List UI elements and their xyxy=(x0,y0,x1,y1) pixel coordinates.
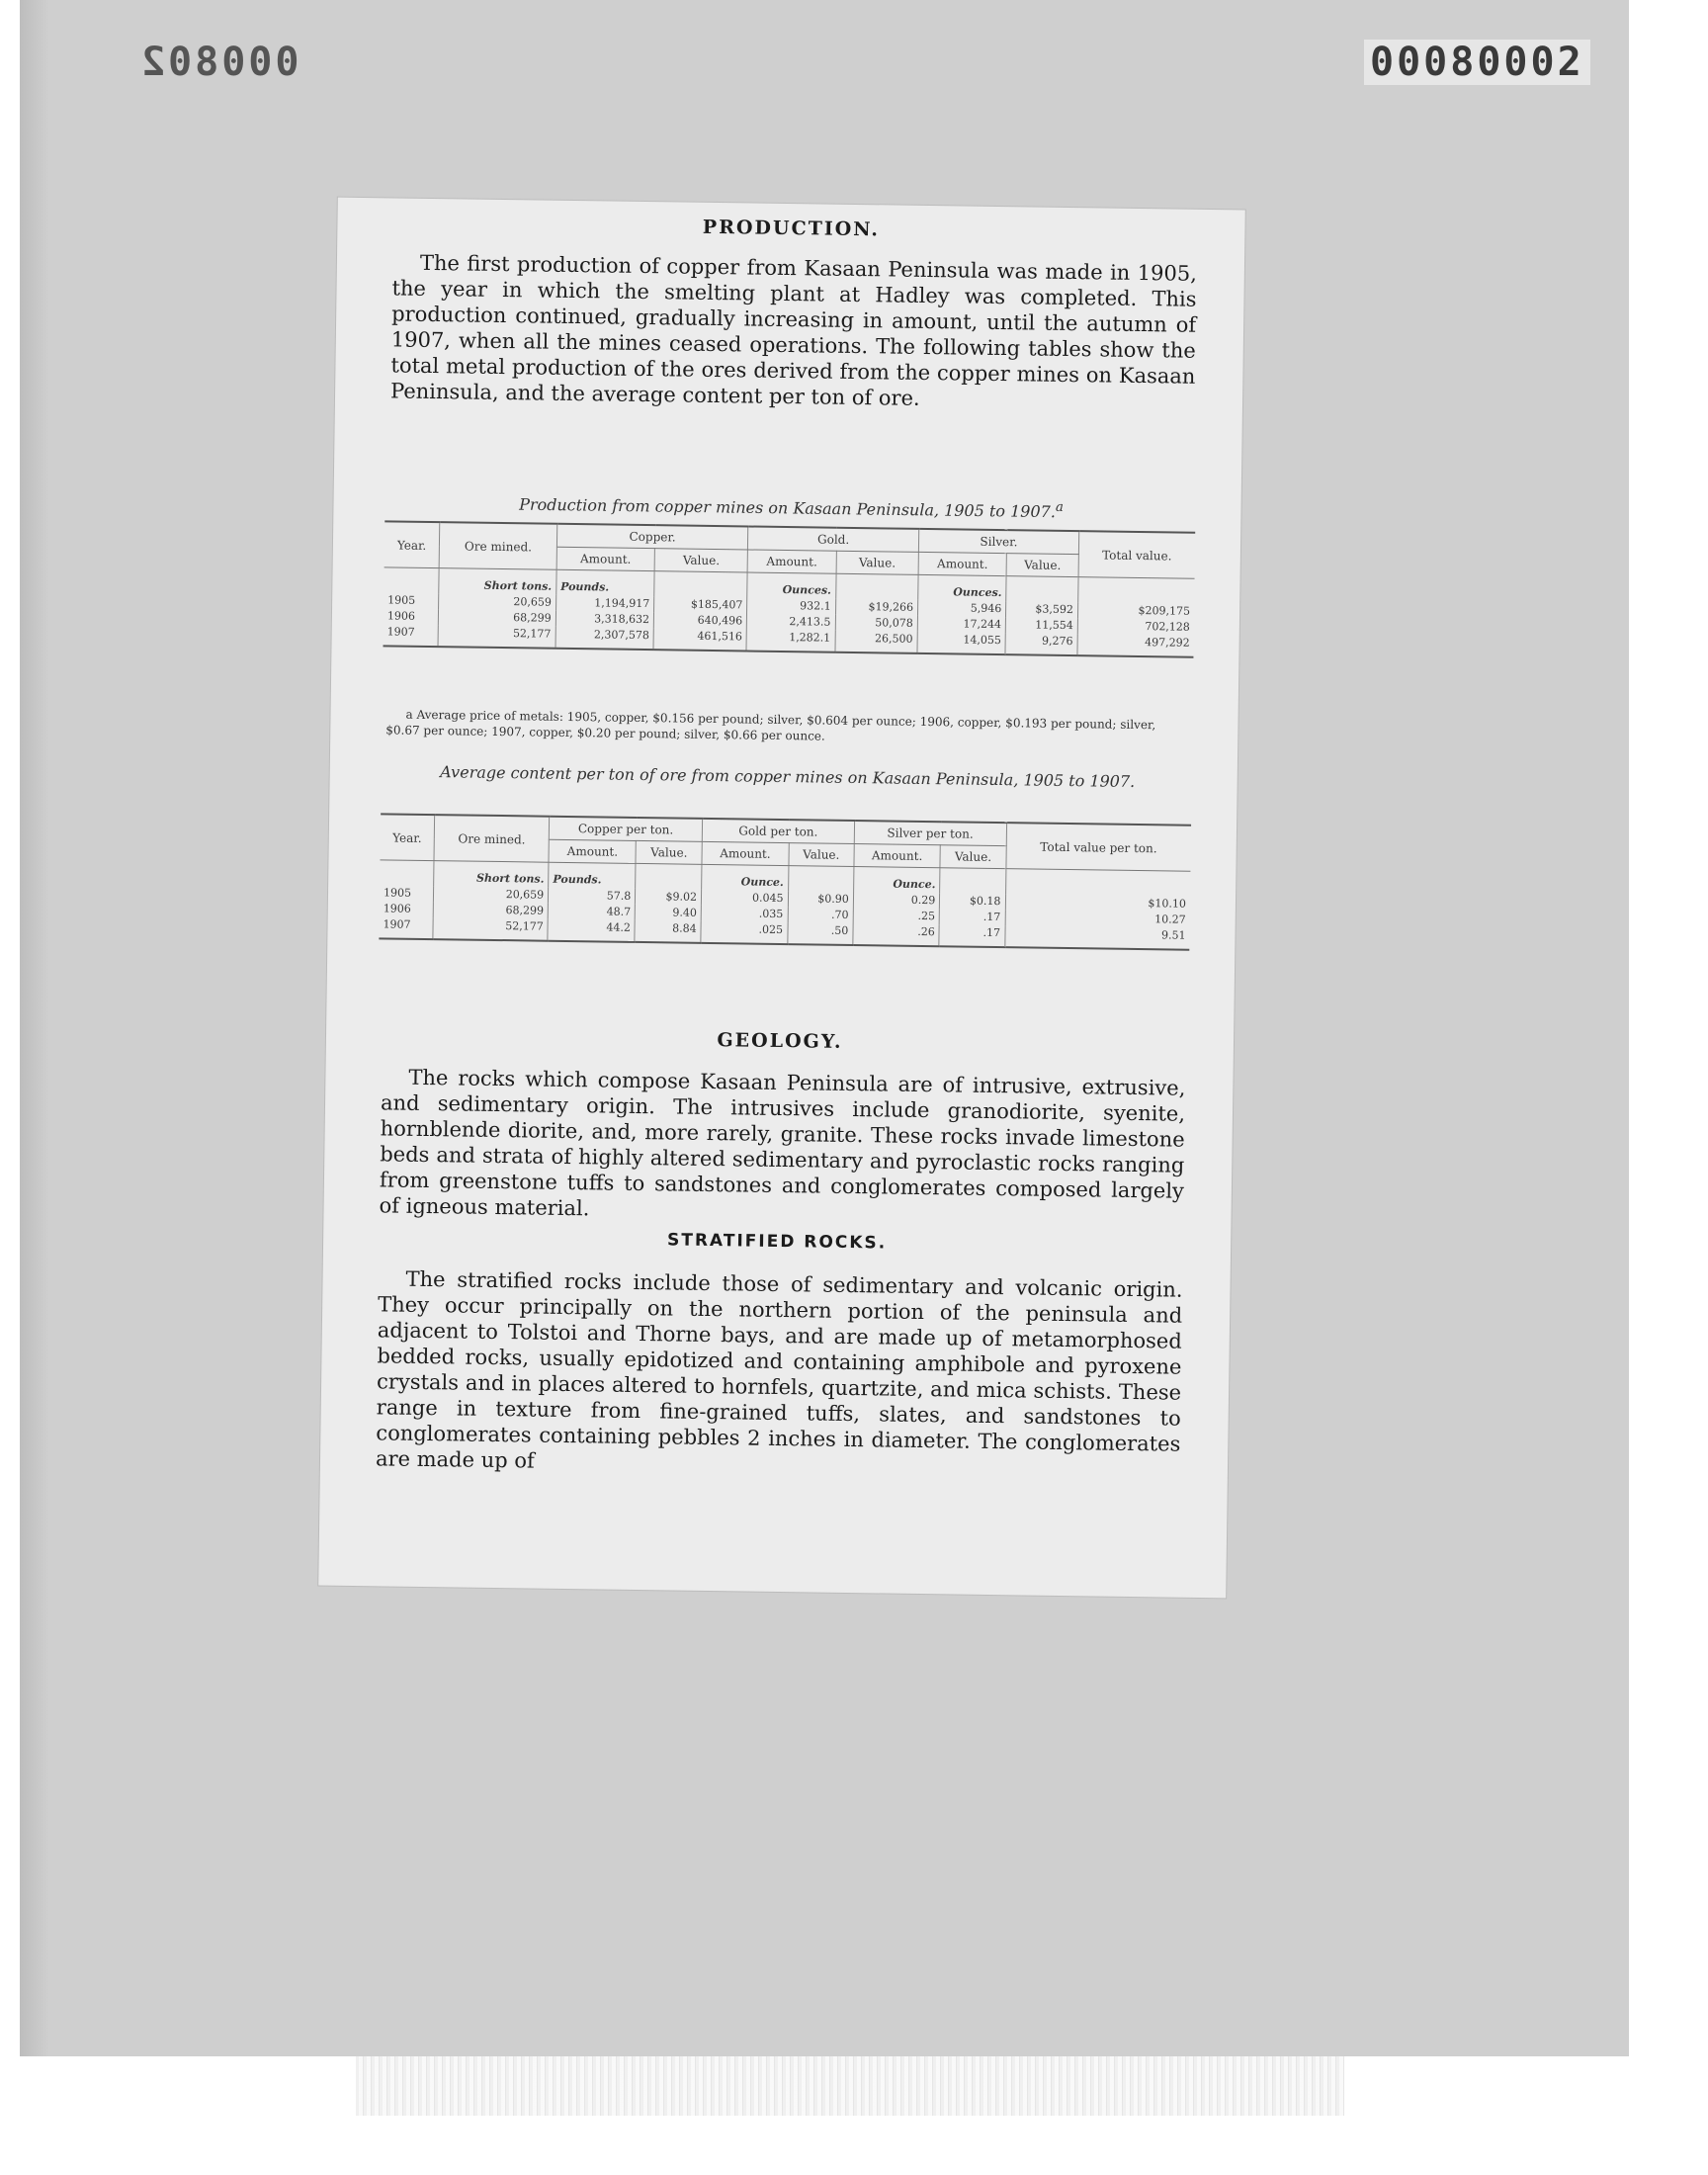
t2-header-gold-amount: Amount. xyxy=(702,841,789,865)
t2-header-silver-amount: Amount. xyxy=(854,844,941,868)
t1-header-total: Total value. xyxy=(1078,531,1195,578)
t2-year: 1907 xyxy=(379,916,433,939)
t1-header-copper: Copper. xyxy=(556,524,748,550)
t1-header-silver-amount: Amount. xyxy=(918,552,1007,575)
t1-header-year: Year. xyxy=(384,521,440,567)
t1-copper-amount: 1,194,917 xyxy=(555,595,654,612)
t2-header-copper-value: Value. xyxy=(636,840,702,864)
frame-number: 00080002 xyxy=(1364,40,1590,85)
t2-silver-amount: .26 xyxy=(853,923,940,946)
table1-caption xyxy=(388,488,1193,524)
t1-header-silver: Silver. xyxy=(918,529,1078,555)
t2-header-silver: Silver per ton. xyxy=(854,821,1006,846)
t1-silver-amount: 5,946 xyxy=(917,600,1006,617)
geology-paragraph: The rocks which compose Kasaan Peninsula are of intrusive, extrusive, and sedimentary origin. The intrusives include granodiorite, syenite, hornblende diorite, and, more rarely, granite. These rocks invade limestone beds and strata of highly altered sedimentary and pyroclastic rocks ranging from greenstone tuffs to sandstones and conglomerates composed largely of igneous material. xyxy=(379,1065,1186,1221)
t1-header-copper-value: Value. xyxy=(654,549,747,572)
t2-gold-amount: 0.045 xyxy=(701,890,788,907)
t1-gold-value: 26,500 xyxy=(835,631,918,653)
t2-gold-amount: .035 xyxy=(701,906,788,922)
t1-total: $209,175 xyxy=(1138,604,1191,618)
t1-year: 1907 xyxy=(384,624,439,647)
stratified-rocks-heading: STRATIFIED ROCKS. xyxy=(666,1230,888,1254)
geology-heading: GEOLOGY. xyxy=(717,1029,843,1053)
content-per-ton-table xyxy=(379,813,1191,950)
t1-gold-amount: 1,282.1 xyxy=(746,629,835,652)
t2-header-copper: Copper per ton. xyxy=(550,817,703,842)
table1-caption-footnote-mark: a xyxy=(1055,499,1065,515)
t2-copper-value: 9.40 xyxy=(636,905,702,921)
t2-unit-silver: Ounce. xyxy=(853,867,940,894)
t1-unit-copper: Pounds. xyxy=(556,569,655,596)
table2-caption: Average content per ton of ore from copper mines on Kasaan Peninsula, 1905 to 1907. xyxy=(440,762,1136,791)
t2-total: $10.10 xyxy=(1148,897,1187,911)
t1-copper-value: 461,516 xyxy=(653,628,746,651)
t1-silver-value: 9,276 xyxy=(1005,633,1077,655)
t2-unit-gold: Ounce. xyxy=(702,864,789,891)
t2-gold-value: .70 xyxy=(788,907,853,923)
t1-header-ore: Ore mined. xyxy=(439,522,556,569)
frame-number-mirrored: 000802 xyxy=(138,40,299,85)
frame-edge-shadow xyxy=(20,0,49,2056)
t2-gold-value: $0.90 xyxy=(788,891,853,908)
t1-header-silver-value: Value. xyxy=(1006,554,1078,577)
t1-silver-value: $3,592 xyxy=(1006,601,1078,618)
t1-copper-amount: 3,318,632 xyxy=(555,611,654,628)
t1-header-copper-amount: Amount. xyxy=(556,547,655,570)
t1-gold-value: $19,266 xyxy=(835,599,918,616)
t2-header-gold: Gold per ton. xyxy=(702,819,854,844)
t1-total: 702,128 xyxy=(1145,620,1190,634)
t2-total: 9.51 xyxy=(1004,925,1189,950)
t1-gold-amount: 2,413.5 xyxy=(747,613,836,630)
production-table xyxy=(384,520,1196,657)
t1-copper-value: 640,496 xyxy=(653,612,746,629)
t2-silver-amount: .25 xyxy=(853,908,940,924)
t1-silver-value: 11,554 xyxy=(1005,617,1077,634)
t1-ore: 20,659 xyxy=(439,593,556,611)
t2-unit-ore: Short tons. xyxy=(434,861,549,888)
t2-year: 1905 xyxy=(380,885,434,902)
t2-copper-value: $9.02 xyxy=(636,889,702,906)
t2-total: 10.27 xyxy=(1154,913,1186,926)
table1-caption-text: Production from copper mines on Kasaan Peninsula, 1905 to 1907. xyxy=(519,494,1057,522)
t1-total: 497,292 xyxy=(1077,634,1194,657)
t1-copper-amount: 2,307,578 xyxy=(555,627,654,650)
t2-silver-amount: 0.29 xyxy=(853,892,940,909)
t1-unit-gold: Ounces. xyxy=(747,572,836,599)
t2-silver-value: .17 xyxy=(939,924,1005,947)
t2-gold-value: .50 xyxy=(787,922,853,945)
t1-unit-silver: Ounces. xyxy=(918,574,1007,601)
t1-ore: 52,177 xyxy=(438,625,555,649)
t2-header-total: Total value per ton. xyxy=(1005,823,1191,871)
production-paragraph: The first production of copper from Kasaan Peninsula was made in 1905, the year in which the smelting plant at Hadley was completed. This production continued, gradually increasing in amount, until the autumn of 1907, when all the mines ceased operations. The following tables show the total metal production of the ores derived from the copper mines on Kasaan Peninsula, and the average content per ton of ore. xyxy=(389,250,1198,410)
t1-header-gold: Gold. xyxy=(748,526,919,552)
t2-copper-value: 8.84 xyxy=(635,920,701,943)
t1-year: 1906 xyxy=(384,608,439,625)
film-streaks xyxy=(356,2056,1344,2116)
t2-copper-amount: 57.8 xyxy=(549,888,636,905)
t1-ore: 68,299 xyxy=(439,609,556,627)
t2-gold-amount: .025 xyxy=(701,921,788,944)
t2-year: 1906 xyxy=(380,901,434,917)
t2-unit-copper: Pounds. xyxy=(549,862,636,889)
t1-gold-value: 50,078 xyxy=(835,615,918,632)
t2-silver-value: .17 xyxy=(939,909,1004,925)
t2-ore: 20,659 xyxy=(434,886,549,904)
t1-silver-amount: 14,055 xyxy=(917,632,1006,654)
t2-header-ore: Ore mined. xyxy=(434,815,550,862)
production-heading: PRODUCTION. xyxy=(702,216,881,241)
t2-header-silver-value: Value. xyxy=(940,845,1006,869)
t1-gold-amount: 932.1 xyxy=(747,597,836,614)
t2-header-gold-value: Value. xyxy=(789,843,855,867)
t1-unit-ore: Short tons. xyxy=(439,568,556,595)
document-page xyxy=(318,198,1245,1599)
t2-header-copper-amount: Amount. xyxy=(549,839,636,863)
t1-year: 1905 xyxy=(384,592,439,609)
t2-silver-value: $0.18 xyxy=(940,893,1005,910)
table1-footnote: a Average price of metals: 1905, copper, $0.156 per pound; silver, $0.604 per ounce; 1906, copper, $0.193 per pound; silver, $0.67 per ounce; 1907, copper, $0.20 per pound; silver, $0.66 per ounce. xyxy=(385,707,1156,743)
t1-header-gold-amount: Amount. xyxy=(747,550,836,573)
t1-header-gold-value: Value. xyxy=(836,551,919,574)
t1-silver-amount: 17,244 xyxy=(917,616,1006,633)
t1-copper-value: $185,407 xyxy=(654,596,747,613)
t2-ore: 68,299 xyxy=(433,902,548,919)
t2-copper-amount: 48.7 xyxy=(548,904,635,920)
t2-header-year: Year. xyxy=(380,814,434,860)
t2-copper-amount: 44.2 xyxy=(548,919,635,942)
stratified-rocks-paragraph: The stratified rocks include those of sedimentary and volcanic origin. They occur principally on the northern portion of the peninsula and adjacent to Tolstoi and Thorne bays, and are made up of metamorphosed bedded rocks, usually epidotized and containing amphibole and pyroxene crystals and in places altered to hornfels, quartzite, and mica schists. These range in texture from fine-grained tuffs, slates, and sandstones to conglomerates containing pebbles 2 inches in diameter. The conglomerates are made up of xyxy=(375,1266,1183,1473)
t2-ore: 52,177 xyxy=(433,917,548,941)
